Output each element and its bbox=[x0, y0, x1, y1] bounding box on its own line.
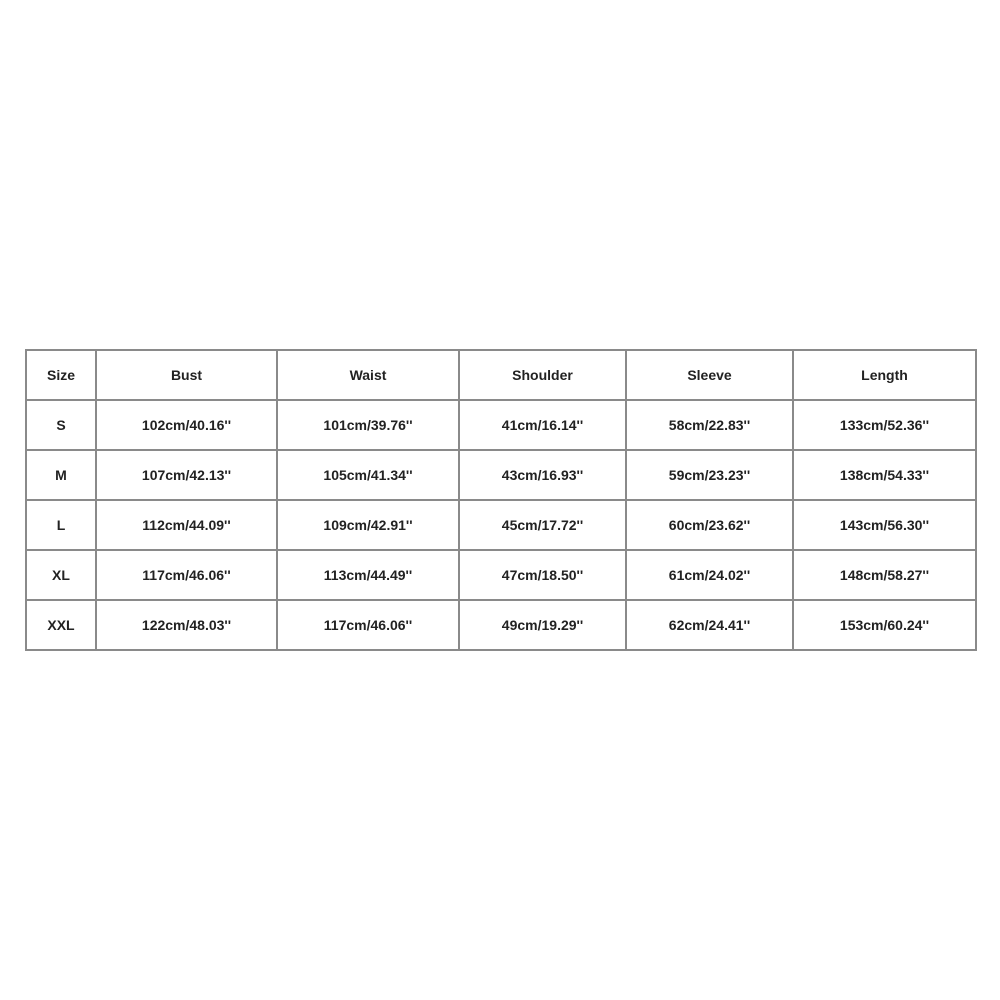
cell-sleeve: 60cm/23.62'' bbox=[626, 500, 793, 550]
header-shoulder: Shoulder bbox=[459, 350, 626, 400]
header-waist: Waist bbox=[277, 350, 459, 400]
header-bust: Bust bbox=[96, 350, 277, 400]
header-length: Length bbox=[793, 350, 976, 400]
cell-sleeve: 62cm/24.41'' bbox=[626, 600, 793, 650]
cell-shoulder: 49cm/19.29'' bbox=[459, 600, 626, 650]
cell-length: 133cm/52.36'' bbox=[793, 400, 976, 450]
cell-waist: 109cm/42.91'' bbox=[277, 500, 459, 550]
cell-sleeve: 59cm/23.23'' bbox=[626, 450, 793, 500]
cell-shoulder: 41cm/16.14'' bbox=[459, 400, 626, 450]
cell-length: 153cm/60.24'' bbox=[793, 600, 976, 650]
size-chart-table bbox=[25, 349, 977, 651]
cell-sleeve: 61cm/24.02'' bbox=[626, 550, 793, 600]
cell-bust: 102cm/40.16'' bbox=[96, 400, 277, 450]
table-row bbox=[26, 600, 976, 650]
cell-bust: 112cm/44.09'' bbox=[96, 500, 277, 550]
table-header-row bbox=[26, 350, 976, 400]
table-row bbox=[26, 400, 976, 450]
cell-length: 148cm/58.27'' bbox=[793, 550, 976, 600]
cell-bust: 107cm/42.13'' bbox=[96, 450, 277, 500]
cell-bust: 122cm/48.03'' bbox=[96, 600, 277, 650]
cell-shoulder: 45cm/17.72'' bbox=[459, 500, 626, 550]
cell-shoulder: 43cm/16.93'' bbox=[459, 450, 626, 500]
cell-bust: 117cm/46.06'' bbox=[96, 550, 277, 600]
cell-shoulder: 47cm/18.50'' bbox=[459, 550, 626, 600]
cell-size: XXL bbox=[26, 600, 96, 650]
cell-waist: 105cm/41.34'' bbox=[277, 450, 459, 500]
cell-waist: 113cm/44.49'' bbox=[277, 550, 459, 600]
table-row bbox=[26, 500, 976, 550]
header-size: Size bbox=[26, 350, 96, 400]
cell-length: 138cm/54.33'' bbox=[793, 450, 976, 500]
cell-size: M bbox=[26, 450, 96, 500]
cell-length: 143cm/56.30'' bbox=[793, 500, 976, 550]
table-row bbox=[26, 550, 976, 600]
cell-waist: 101cm/39.76'' bbox=[277, 400, 459, 450]
cell-size: S bbox=[26, 400, 96, 450]
table-row bbox=[26, 450, 976, 500]
header-sleeve: Sleeve bbox=[626, 350, 793, 400]
cell-size: XL bbox=[26, 550, 96, 600]
cell-size: L bbox=[26, 500, 96, 550]
cell-waist: 117cm/46.06'' bbox=[277, 600, 459, 650]
cell-sleeve: 58cm/22.83'' bbox=[626, 400, 793, 450]
